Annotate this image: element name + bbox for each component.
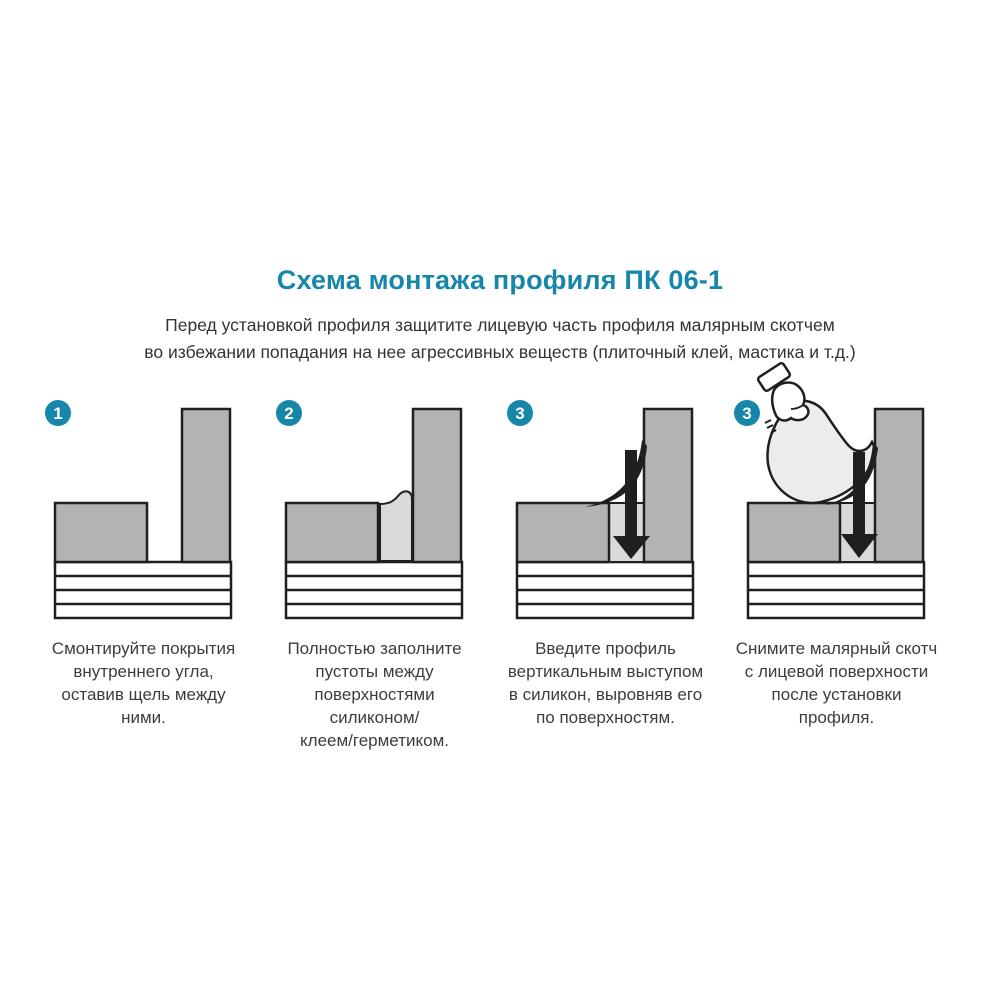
step-panel-2 <box>259 352 490 752</box>
step-badge <box>45 400 71 426</box>
caption-line: Введите профиль <box>535 639 676 658</box>
covering-left-block <box>55 503 147 562</box>
step-1-diagram <box>28 352 259 622</box>
sealant-fill <box>380 491 412 561</box>
step-panel-4 <box>721 352 952 752</box>
covering-right-block <box>644 409 692 562</box>
steps-row <box>28 352 952 752</box>
covering-left-block <box>748 503 840 562</box>
step-4-diagram <box>721 352 952 622</box>
base-layers <box>55 562 231 618</box>
base-layers <box>517 562 693 618</box>
caption-line: силиконом/ <box>329 708 420 727</box>
caption-line: Смонтируйте покрытия <box>51 639 236 658</box>
base-layers <box>286 562 462 618</box>
caption-line: по поверхностям. <box>536 708 675 727</box>
subtitle-line-1: Перед установкой профиля защитите лицевую часть профиля малярным скотчем <box>165 315 835 335</box>
caption-line: с лицевой поверхности <box>744 662 929 681</box>
caption-line: внутреннего угла, <box>73 662 214 681</box>
covering-right-block <box>413 409 461 562</box>
svg-text:3: 3 <box>515 404 525 423</box>
caption-line: клеем/герметиком. <box>300 731 449 750</box>
profile-flange-curve <box>585 440 647 507</box>
caption-line: профиля. <box>798 708 875 727</box>
step-panel-1 <box>28 352 259 752</box>
svg-text:2: 2 <box>284 404 294 423</box>
caption-line: вертикальным выступом <box>507 662 704 681</box>
step-2-caption <box>259 637 490 752</box>
covering-left-block <box>286 503 378 562</box>
step-badge <box>734 400 760 426</box>
page-title: Схема монтажа профиля ПК 06-1 <box>276 265 724 295</box>
covering-right-block <box>182 409 230 562</box>
step-1-caption <box>28 637 259 729</box>
subtitle-line-2: во избежании попадания на нее агрессивных веществ (плиточный клей, мастика и т.д.) <box>144 342 856 362</box>
covering-left-block <box>517 503 609 562</box>
step-3-diagram <box>490 352 721 622</box>
base-layers <box>748 562 924 618</box>
caption-line: поверхностями <box>314 685 435 704</box>
svg-text:3: 3 <box>742 404 752 423</box>
step-badge <box>507 400 533 426</box>
covering-right-block <box>875 409 923 562</box>
step-4-caption <box>721 637 952 729</box>
caption-line: после установки <box>771 685 902 704</box>
caption-line: пустоты между <box>315 662 434 681</box>
caption-line: ними. <box>121 708 166 727</box>
step-3-caption <box>490 637 721 729</box>
svg-text:1: 1 <box>53 404 63 423</box>
caption-line: Полностью заполните <box>287 639 462 658</box>
caption-line: оставив щель между <box>61 685 226 704</box>
step-badge <box>276 400 302 426</box>
caption-line: Снимите малярный скотч <box>735 639 938 658</box>
caption-line: в силикон, выровняв его <box>508 685 703 704</box>
step-2-diagram <box>259 352 490 622</box>
step-panel-3 <box>490 352 721 752</box>
